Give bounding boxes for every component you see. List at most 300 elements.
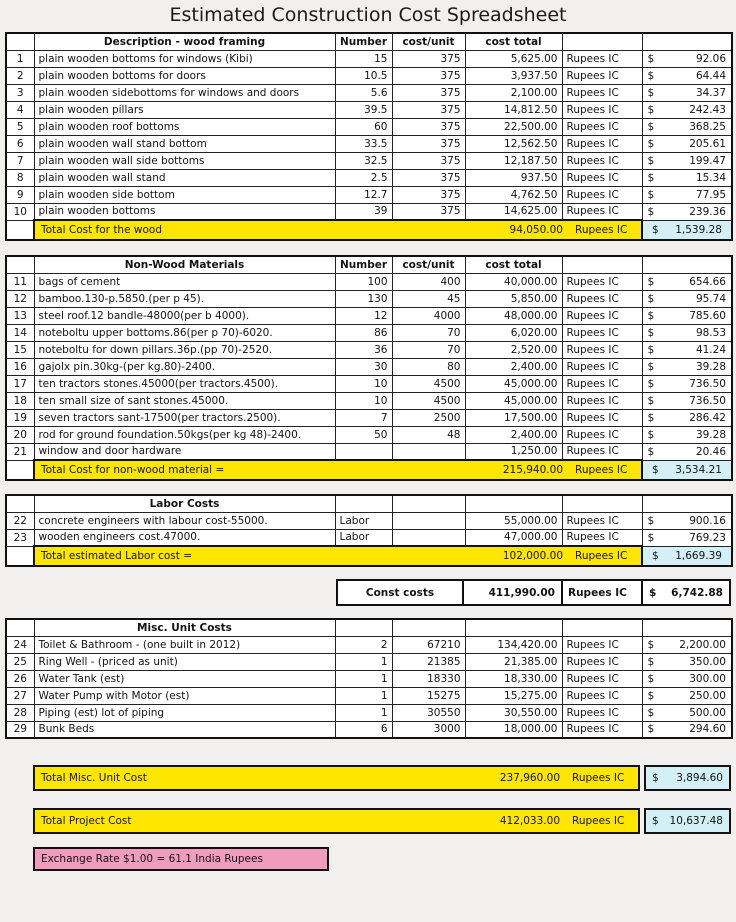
total-project-cost-bar xyxy=(33,808,731,834)
number-cell: 1 xyxy=(335,704,392,721)
row-number-header-cell xyxy=(6,495,34,512)
cost-table xyxy=(5,32,733,241)
usd-value: 250.00 xyxy=(689,689,726,702)
dollar-sign: $ xyxy=(652,772,659,784)
usd-cell xyxy=(642,653,732,670)
currency-cell: Rupees IC xyxy=(562,84,642,101)
number-cell: 12.7 xyxy=(335,186,392,203)
table-row xyxy=(6,443,732,460)
const-costs-label: Const costs xyxy=(338,581,464,604)
usd-split xyxy=(643,308,732,324)
cost-unit-cell: 375 xyxy=(392,50,465,67)
column-header-usd xyxy=(642,495,732,512)
cost-total-cell: 40,000.00 xyxy=(465,273,562,290)
row-number-cell: 19 xyxy=(6,409,34,426)
currency-cell: Rupees IC xyxy=(562,307,642,324)
usd-split xyxy=(643,530,732,546)
description-cell: ten tractors stones.45000(per tractors.4500). xyxy=(34,375,335,392)
total-yellow-bar xyxy=(34,460,642,480)
dollar-sign: $ xyxy=(652,549,659,562)
description-cell: plain wooden sidebottoms for windows and doors xyxy=(34,84,335,101)
dollar-sign: $ xyxy=(647,689,655,702)
section-title-cell: Labor Costs xyxy=(34,495,335,512)
cost-table xyxy=(5,494,733,567)
row-number-cell: 26 xyxy=(6,670,34,687)
column-header-cost-total: cost total xyxy=(465,256,562,273)
cost-total-cell: 48,000.00 xyxy=(465,307,562,324)
row-number-header-cell xyxy=(6,33,34,50)
number-cell: 12 xyxy=(335,307,392,324)
usd-cell xyxy=(642,512,732,529)
currency-cell: Rupees IC xyxy=(562,101,642,118)
usd-cell xyxy=(642,84,732,101)
dollar-sign: $ xyxy=(647,137,655,150)
cost-unit-cell: 48 xyxy=(392,426,465,443)
currency-cell: Rupees IC xyxy=(562,358,642,375)
number-cell: 33.5 xyxy=(335,135,392,152)
cost-total-cell: 4,762.50 xyxy=(465,186,562,203)
dollar-sign: $ xyxy=(647,411,655,424)
cost-total-cell: 2,400.00 xyxy=(465,426,562,443)
cost-unit-cell: 375 xyxy=(392,135,465,152)
number-cell: 2 xyxy=(335,636,392,653)
description-cell: plain wooden bottoms for doors xyxy=(34,67,335,84)
dollar-sign: $ xyxy=(647,514,655,527)
table-row xyxy=(6,375,732,392)
cost-total-cell: 14,812.50 xyxy=(465,101,562,118)
usd-cell xyxy=(642,529,732,546)
usd-value: 64.44 xyxy=(695,69,726,82)
total-amount: 237,960.00 xyxy=(499,772,560,784)
total-usd-value: 1,539.28 xyxy=(675,223,722,236)
dollar-sign: $ xyxy=(652,815,659,827)
dollar-sign: $ xyxy=(647,69,655,82)
usd-cell xyxy=(642,426,732,443)
usd-split xyxy=(643,187,732,203)
dollar-sign: $ xyxy=(652,223,659,236)
dollar-sign: $ xyxy=(647,360,655,373)
total-amount: 102,000.00 xyxy=(502,550,563,562)
usd-cell xyxy=(642,375,732,392)
cost-unit-cell: 4000 xyxy=(392,307,465,324)
cost-unit-cell xyxy=(392,443,465,460)
currency-cell: Rupees IC xyxy=(562,512,642,529)
usd-cell xyxy=(642,135,732,152)
currency-cell: Rupees IC xyxy=(562,653,642,670)
table-row xyxy=(6,687,732,704)
description-cell: noteboltu upper bottoms.86(per p 70)-6020. xyxy=(34,324,335,341)
cost-total-cell: 1,250.00 xyxy=(465,443,562,460)
row-number-cell: 8 xyxy=(6,169,34,186)
row-number-cell: 15 xyxy=(6,341,34,358)
row-number-cell: 18 xyxy=(6,392,34,409)
description-cell: Toilet & Bathroom - (one built in 2012) xyxy=(34,636,335,653)
description-cell: concrete engineers with labour cost-55000. xyxy=(34,512,335,529)
const-costs-row xyxy=(336,579,731,606)
description-cell: Water Tank (est) xyxy=(34,670,335,687)
total-currency: Rupees IC xyxy=(572,815,625,827)
table-row xyxy=(6,653,732,670)
row-number-header-cell xyxy=(6,256,34,273)
usd-split xyxy=(643,170,732,186)
description-cell: plain wooden pillars xyxy=(34,101,335,118)
dollar-sign: $ xyxy=(647,205,655,218)
usd-value: 300.00 xyxy=(689,672,726,685)
section-header-row xyxy=(6,256,732,273)
cost-unit-cell: 375 xyxy=(392,152,465,169)
row-number-cell: 23 xyxy=(6,529,34,546)
exchange-rate-label: Exchange Rate $1.00 = 61.1 India Rupees xyxy=(41,853,263,865)
currency-cell: Rupees IC xyxy=(562,443,642,460)
number-cell: 50 xyxy=(335,426,392,443)
usd-split xyxy=(643,359,732,375)
dollar-sign: $ xyxy=(647,377,655,390)
usd-value: 98.53 xyxy=(695,326,726,339)
table-row xyxy=(6,636,732,653)
cost-unit-cell xyxy=(392,529,465,546)
exchange-rate-box xyxy=(33,847,329,871)
cost-unit-cell: 70 xyxy=(392,324,465,341)
dollar-sign: $ xyxy=(649,586,657,599)
dollar-sign: $ xyxy=(647,120,655,133)
number-cell: 5.6 xyxy=(335,84,392,101)
currency-cell: Rupees IC xyxy=(562,169,642,186)
dollar-sign: $ xyxy=(647,655,655,668)
usd-value: 77.95 xyxy=(695,188,726,201)
dollar-sign: $ xyxy=(647,723,655,736)
total-misc-yellow-bar xyxy=(33,765,640,791)
usd-split xyxy=(643,444,732,460)
dollar-sign: $ xyxy=(647,292,655,305)
cost-total-cell: 18,000.00 xyxy=(465,721,562,738)
column-header-number: Number xyxy=(335,256,392,273)
cost-unit-cell: 375 xyxy=(392,186,465,203)
table-row xyxy=(6,118,732,135)
cost-unit-cell: 375 xyxy=(392,118,465,135)
row-number-cell xyxy=(6,220,34,240)
total-label: Total estimated Labor cost = xyxy=(41,550,193,562)
table-row xyxy=(6,101,732,118)
row-number-cell: 14 xyxy=(6,324,34,341)
description-cell: Piping (est) lot of piping xyxy=(34,704,335,721)
description-cell: rod for ground foundation.50kgs(per kg 48)-2400. xyxy=(34,426,335,443)
description-cell: plain wooden bottoms for windows (Kibi) xyxy=(34,50,335,67)
cost-unit-cell xyxy=(392,512,465,529)
row-number-cell: 9 xyxy=(6,186,34,203)
currency-cell: Rupees IC xyxy=(562,704,642,721)
description-cell: window and door hardware xyxy=(34,443,335,460)
table-row xyxy=(6,670,732,687)
usd-value: 34.37 xyxy=(695,86,726,99)
cost-total-cell: 5,850.00 xyxy=(465,290,562,307)
table-row xyxy=(6,169,732,186)
table-row xyxy=(6,203,732,220)
dollar-sign: $ xyxy=(647,103,655,116)
usd-value: 20.46 xyxy=(695,445,726,458)
usd-cell xyxy=(642,443,732,460)
dollar-sign: $ xyxy=(647,275,655,288)
usd-value: 2,200.00 xyxy=(679,638,726,651)
column-header-currency xyxy=(562,256,642,273)
dollar-sign: $ xyxy=(647,531,655,544)
total-usd-value: 1,669.39 xyxy=(675,549,722,562)
description-cell: Bunk Beds xyxy=(34,721,335,738)
row-number-cell: 6 xyxy=(6,135,34,152)
usd-split xyxy=(643,410,732,426)
usd-split xyxy=(643,291,732,307)
usd-cell xyxy=(642,273,732,290)
row-number-cell: 3 xyxy=(6,84,34,101)
usd-cell xyxy=(642,392,732,409)
total-amount: 412,033.00 xyxy=(499,815,560,827)
usd-split xyxy=(643,153,732,169)
cost-unit-cell: 30550 xyxy=(392,704,465,721)
row-number-cell: 27 xyxy=(6,687,34,704)
total-row xyxy=(6,220,732,240)
dollar-sign: $ xyxy=(647,428,655,441)
row-number-cell: 2 xyxy=(6,67,34,84)
row-number-cell: 22 xyxy=(6,512,34,529)
description-cell: plain wooden side bottom xyxy=(34,186,335,203)
description-cell: ten small size of sant stones.45000. xyxy=(34,392,335,409)
number-cell: 130 xyxy=(335,290,392,307)
column-header-cost-unit xyxy=(392,619,465,636)
table-row xyxy=(6,84,732,101)
number-cell: 39.5 xyxy=(335,101,392,118)
usd-split xyxy=(643,393,732,409)
cost-total-cell: 2,400.00 xyxy=(465,358,562,375)
number-cell: 86 xyxy=(335,324,392,341)
description-cell: plain wooden wall stand bottom xyxy=(34,135,335,152)
cost-table xyxy=(5,618,733,739)
description-cell: bamboo.130-p.5850.(per p 45). xyxy=(34,290,335,307)
usd-split xyxy=(643,376,732,392)
usd-value: 92.06 xyxy=(695,52,726,65)
cost-total-cell: 2,520.00 xyxy=(465,341,562,358)
number-cell: 1 xyxy=(335,687,392,704)
currency-cell: Rupees IC xyxy=(562,409,642,426)
cost-total-cell: 6,020.00 xyxy=(465,324,562,341)
usd-split xyxy=(643,427,732,443)
page-title: Estimated Construction Cost Spreadsheet xyxy=(169,4,567,26)
row-number-cell: 28 xyxy=(6,704,34,721)
currency-cell: Rupees IC xyxy=(562,721,642,738)
column-header-number xyxy=(335,495,392,512)
cost-total-cell: 3,937.50 xyxy=(465,67,562,84)
usd-cell xyxy=(642,358,732,375)
currency-cell: Rupees IC xyxy=(562,186,642,203)
usd-split xyxy=(643,325,732,341)
total-usd-cell xyxy=(642,546,732,566)
section-header-row xyxy=(6,619,732,636)
dollar-sign: $ xyxy=(647,343,655,356)
total-usd-value: 3,534.21 xyxy=(675,463,722,476)
currency-cell: Rupees IC xyxy=(562,273,642,290)
dollar-sign: $ xyxy=(647,672,655,685)
dollar-sign: $ xyxy=(647,86,655,99)
column-header-cost-total: cost total xyxy=(465,33,562,50)
total-label: Total Cost for the wood xyxy=(41,224,162,236)
total-label: Total Cost for non-wood material = xyxy=(41,464,225,476)
description-cell: Water Pump with Motor (est) xyxy=(34,687,335,704)
total-currency: Rupees IC xyxy=(575,224,628,236)
cost-total-cell: 14,625.00 xyxy=(465,203,562,220)
usd-cell xyxy=(642,704,732,721)
spreadsheet-content xyxy=(0,32,736,871)
cost-total-cell: 17,500.00 xyxy=(465,409,562,426)
table-row xyxy=(6,307,732,324)
dollar-sign: $ xyxy=(647,394,655,407)
description-cell: wooden engineers cost.47000. xyxy=(34,529,335,546)
cost-total-cell: 15,275.00 xyxy=(465,687,562,704)
description-cell: plain wooden bottoms xyxy=(34,203,335,220)
usd-value: 736.50 xyxy=(689,377,726,390)
table-row xyxy=(6,67,732,84)
cost-unit-cell: 70 xyxy=(392,341,465,358)
cost-unit-cell: 18330 xyxy=(392,670,465,687)
dollar-sign: $ xyxy=(647,309,655,322)
cost-total-cell: 937.50 xyxy=(465,169,562,186)
const-costs-usd-cell xyxy=(643,581,729,604)
column-header-currency xyxy=(562,495,642,512)
const-costs-currency: Rupees IC xyxy=(563,581,643,604)
usd-value: 286.42 xyxy=(689,411,726,424)
total-bar-content xyxy=(35,461,641,479)
usd-cell xyxy=(642,152,732,169)
row-number-cell: 21 xyxy=(6,443,34,460)
table-row xyxy=(6,358,732,375)
usd-cell xyxy=(642,203,732,220)
row-number-cell: 13 xyxy=(6,307,34,324)
description-cell: bags of cement xyxy=(34,273,335,290)
cost-total-cell: 2,100.00 xyxy=(465,84,562,101)
row-number-cell: 5 xyxy=(6,118,34,135)
number-cell: 1 xyxy=(335,653,392,670)
table-row xyxy=(6,529,732,546)
cost-unit-cell: 400 xyxy=(392,273,465,290)
non-wood-materials-table-container xyxy=(5,255,736,481)
row-number-cell: 29 xyxy=(6,721,34,738)
column-header-cost-total xyxy=(465,495,562,512)
currency-cell: Rupees IC xyxy=(562,426,642,443)
usd-value: 15.34 xyxy=(695,171,726,184)
usd-value: 654.66 xyxy=(689,275,726,288)
wood-framing-table-container xyxy=(5,32,736,241)
cost-unit-cell: 375 xyxy=(392,84,465,101)
usd-value: 41.24 xyxy=(695,343,726,356)
currency-cell: Rupees IC xyxy=(562,670,642,687)
table-row xyxy=(6,512,732,529)
usd-cell xyxy=(642,409,732,426)
row-number-cell: 20 xyxy=(6,426,34,443)
total-currency: Rupees IC xyxy=(572,772,625,784)
number-cell: 32.5 xyxy=(335,152,392,169)
const-costs-usd-value: 6,742.88 xyxy=(671,586,723,599)
usd-split xyxy=(643,705,732,721)
number-cell: Labor xyxy=(335,529,392,546)
usd-split xyxy=(643,51,732,67)
usd-cell xyxy=(642,118,732,135)
column-header-number: Number xyxy=(335,33,392,50)
row-number-cell: 12 xyxy=(6,290,34,307)
total-label: Total Project Cost xyxy=(41,815,132,827)
dollar-sign: $ xyxy=(647,154,655,167)
table-row xyxy=(6,290,732,307)
section-title-cell: Misc. Unit Costs xyxy=(34,619,335,636)
cost-unit-cell: 375 xyxy=(392,101,465,118)
usd-split xyxy=(643,342,732,358)
usd-value: 368.25 xyxy=(689,120,726,133)
usd-split xyxy=(643,68,732,84)
cost-unit-cell: 45 xyxy=(392,290,465,307)
number-cell: 15 xyxy=(335,50,392,67)
number-cell: 100 xyxy=(335,273,392,290)
row-number-cell: 25 xyxy=(6,653,34,670)
cost-total-cell: 45,000.00 xyxy=(465,392,562,409)
column-header-currency xyxy=(562,33,642,50)
row-number-cell: 7 xyxy=(6,152,34,169)
table-row xyxy=(6,341,732,358)
usd-split xyxy=(643,204,732,220)
usd-split xyxy=(647,547,727,566)
currency-cell: Rupees IC xyxy=(562,324,642,341)
currency-cell: Rupees IC xyxy=(562,636,642,653)
usd-split xyxy=(643,274,732,290)
number-cell: Labor xyxy=(335,512,392,529)
labor-costs-table-container xyxy=(5,494,736,567)
number-cell: 60 xyxy=(335,118,392,135)
usd-value: 95.74 xyxy=(695,292,726,305)
number-cell: 1 xyxy=(335,670,392,687)
column-header-cost-unit: cost/unit xyxy=(392,256,465,273)
usd-split xyxy=(643,637,732,653)
usd-cell xyxy=(642,670,732,687)
total-amount: 215,940.00 xyxy=(502,464,563,476)
usd-cell xyxy=(642,50,732,67)
currency-cell: Rupees IC xyxy=(562,152,642,169)
row-number-cell: 11 xyxy=(6,273,34,290)
number-cell: 6 xyxy=(335,721,392,738)
row-number-header-cell xyxy=(6,619,34,636)
total-project-usd-cell xyxy=(644,808,731,834)
column-header-usd xyxy=(642,256,732,273)
dollar-sign: $ xyxy=(647,706,655,719)
row-number-cell: 4 xyxy=(6,101,34,118)
usd-split xyxy=(647,221,727,240)
table-row xyxy=(6,409,732,426)
cost-unit-cell: 375 xyxy=(392,169,465,186)
section-title-cell: Description - wood framing xyxy=(34,33,335,50)
dollar-sign: $ xyxy=(647,171,655,184)
number-cell: 2.5 xyxy=(335,169,392,186)
total-usd-value: 10,637.48 xyxy=(669,815,723,827)
total-yellow-bar xyxy=(34,220,642,240)
cost-unit-cell: 15275 xyxy=(392,687,465,704)
usd-value: 205.61 xyxy=(689,137,726,150)
total-currency: Rupees IC xyxy=(575,464,628,476)
currency-cell: Rupees IC xyxy=(562,392,642,409)
column-header-number xyxy=(335,619,392,636)
row-number-cell xyxy=(6,460,34,480)
cost-total-cell: 21,385.00 xyxy=(465,653,562,670)
usd-cell xyxy=(642,324,732,341)
description-cell: steel roof.12 bandle-48000(per b 4000). xyxy=(34,307,335,324)
cost-unit-cell: 375 xyxy=(392,203,465,220)
cost-total-cell: 45,000.00 xyxy=(465,375,562,392)
dollar-sign: $ xyxy=(647,445,655,458)
usd-split xyxy=(643,102,732,118)
description-cell: seven tractors sant-17500(per tractors.2500). xyxy=(34,409,335,426)
